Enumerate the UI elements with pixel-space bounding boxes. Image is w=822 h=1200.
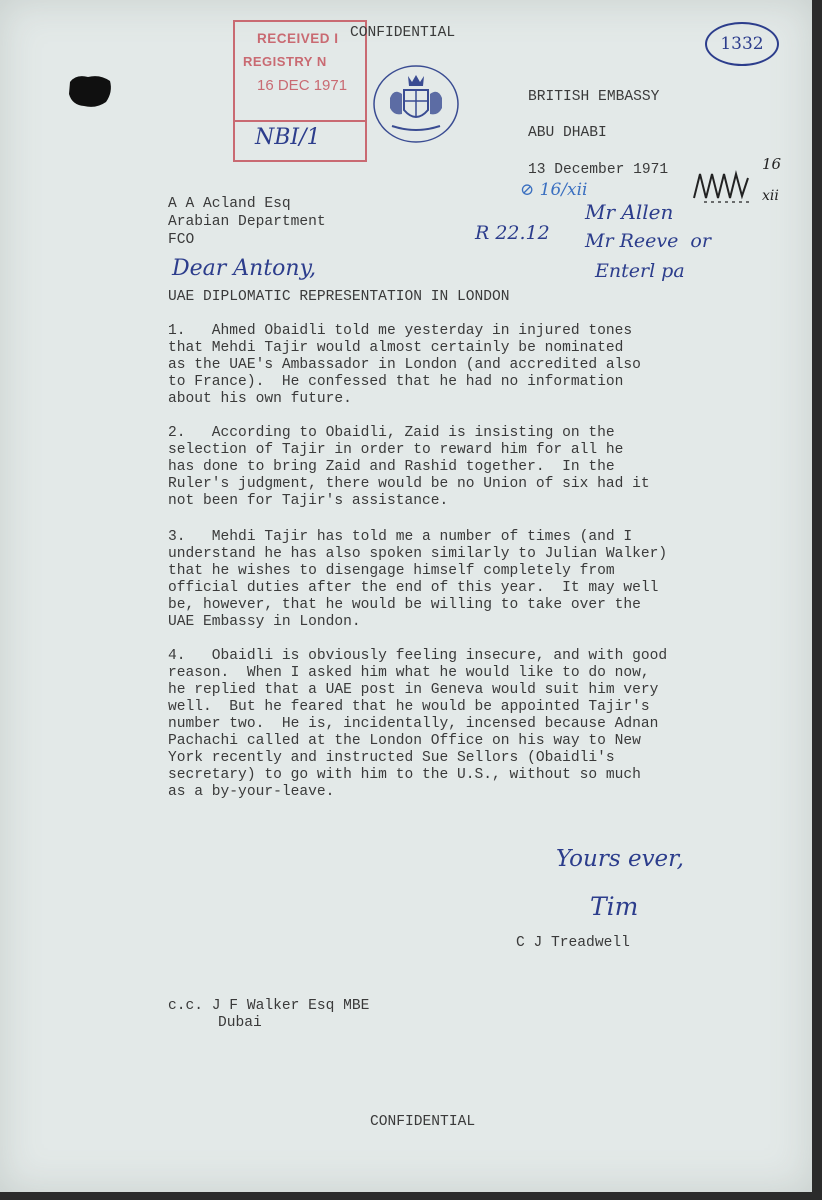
annotation-date-text: 16/xii	[539, 180, 588, 200]
annotation-16: 16	[762, 155, 782, 173]
salutation: Dear Antony,	[172, 256, 317, 281]
paragraph-line: Pachachi called at the London Office on his way to New	[168, 733, 641, 749]
annotation-xii: xii	[762, 188, 779, 204]
annotation-enter: Enterl pa	[595, 260, 685, 282]
paragraph-line: 4. Obaidli is obviously feeling insecure, and with good	[168, 648, 668, 664]
subject-line: UAE DIPLOMATIC REPRESENTATION IN LONDON	[168, 289, 510, 305]
classification-top: CONFIDENTIAL	[350, 25, 456, 41]
stamp-date: 16 DEC 1971	[257, 77, 348, 94]
addressee-department: Arabian Department	[168, 214, 326, 230]
letter-date: 13 December 1971	[528, 162, 669, 178]
cc-location: Dubai	[218, 1015, 262, 1031]
paragraph-line: as the UAE's Ambassador in London (and accredited also	[168, 357, 641, 373]
paragraph-line: York recently and instructed Sue Sellors (Obaidli's	[168, 750, 615, 766]
paragraph-line: official duties after the end of this year. It may well	[168, 580, 659, 596]
signatory-name: C J Treadwell	[516, 935, 630, 951]
annotation-date	[520, 180, 587, 200]
paragraph-line: UAE Embassy in London.	[168, 614, 361, 630]
stamp-rule	[235, 120, 365, 122]
paragraph-line: that he wishes to disengage himself completely from	[168, 563, 615, 579]
paragraph-line: reason. When I asked him what he would like to do now,	[168, 665, 650, 681]
paragraph-line: understand he has also spoken similarly to Julian Walker)	[168, 546, 668, 562]
annotation-mark-icon: ⊘	[520, 180, 540, 200]
paragraph-line: not been for Tajir's assistance.	[168, 493, 449, 509]
paragraph-line: he replied that a UAE post in Geneva would suit him very	[168, 682, 659, 698]
paragraph-line: Ruler's judgment, there would be no Union of six had it	[168, 476, 650, 492]
paragraph-line: be, however, that he would be willing to take over the	[168, 597, 641, 613]
addressee-office: FCO	[168, 232, 195, 248]
reference-number: 1332	[705, 22, 779, 66]
stamp-line2: REGISTRY N	[243, 54, 327, 69]
paragraph-line: 2. According to Obaidli, Zaid is insisting on the	[168, 425, 615, 441]
annotation-r-date: R 22.12	[475, 222, 550, 244]
paragraph-line: well. But he feared that he would be appointed Tajir's	[168, 699, 650, 715]
paragraph-line: secretary) to go with him to the U.S., without so much	[168, 767, 641, 783]
embassy-name: BRITISH EMBASSY	[528, 89, 660, 105]
annotation-allen: Mr Allen	[585, 200, 674, 224]
valediction: Yours ever,	[556, 846, 684, 872]
paragraph-line: number two. He is, incidentally, incensed because Adnan	[168, 716, 659, 732]
classification-bottom: CONFIDENTIAL	[370, 1114, 476, 1130]
signature: Tim	[590, 892, 639, 921]
initials-scribble	[690, 168, 752, 204]
paragraph-line: as a by-your-leave.	[168, 784, 335, 800]
cc-line: c.c. J F Walker Esq MBE	[168, 998, 370, 1014]
paragraph-line: selection of Tajir in order to reward him for all he	[168, 442, 624, 458]
stamp-initials: NBI/1	[255, 125, 321, 150]
paragraph-line: that Mehdi Tajir would almost certainly be nominated	[168, 340, 624, 356]
paragraph-line: 1. Ahmed Obaidli told me yesterday in injured tones	[168, 323, 633, 339]
annotation-reeve: Mr Reeve or	[585, 230, 711, 252]
addressee-name: A A Acland Esq	[168, 196, 291, 212]
paragraph-line: to France). He confessed that he had no information	[168, 374, 624, 390]
received-stamp	[233, 20, 367, 162]
royal-crest-icon	[372, 64, 460, 144]
paragraph-line: about his own future.	[168, 391, 352, 407]
paragraph-line: has done to bring Zaid and Rashid together. In the	[168, 459, 615, 475]
ink-blot	[66, 72, 114, 110]
paragraph-line: 3. Mehdi Tajir has told me a number of times (and I	[168, 529, 633, 545]
stamp-line1: RECEIVED I	[257, 31, 339, 46]
embassy-city: ABU DHABI	[528, 125, 607, 141]
